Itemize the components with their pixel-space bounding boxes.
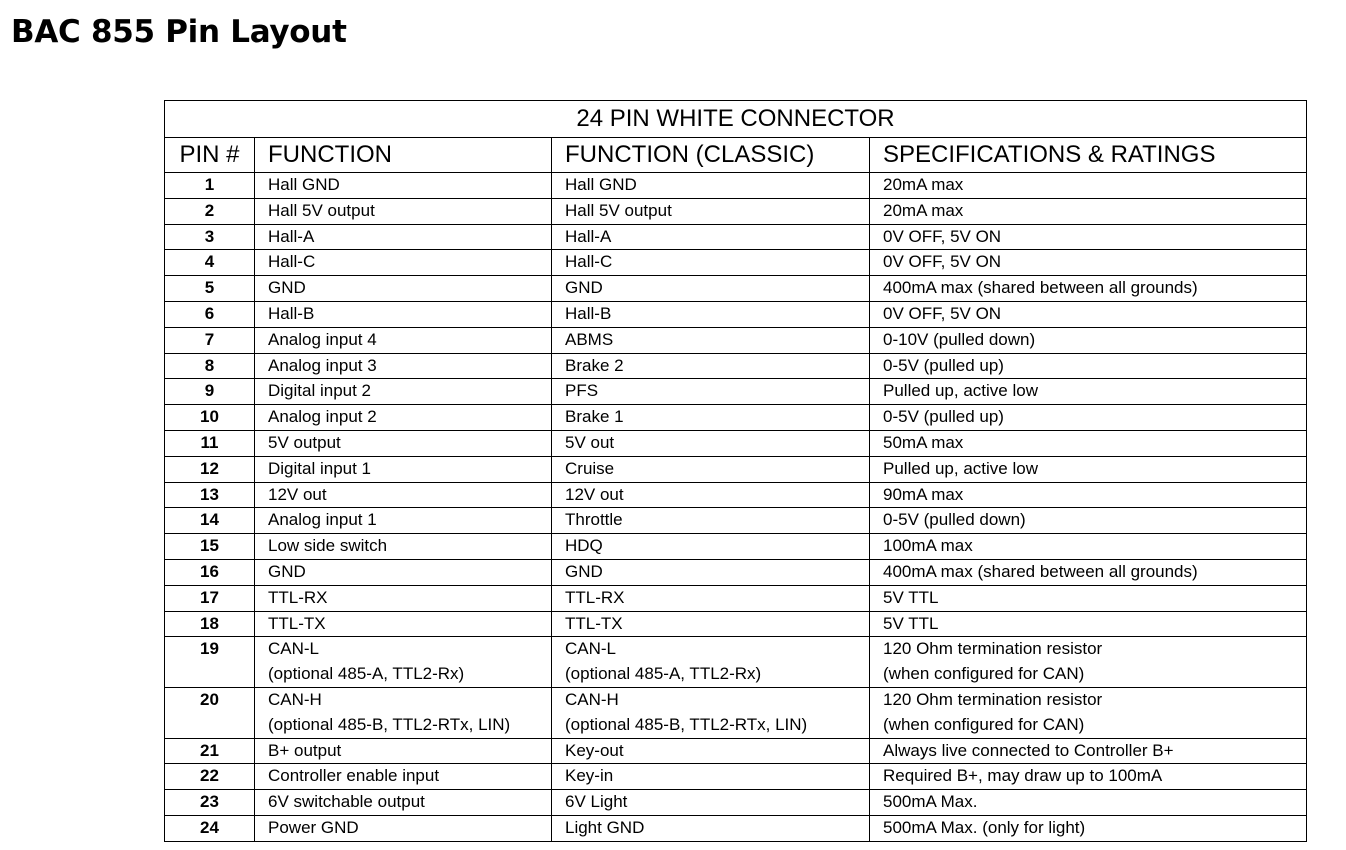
function-classic-cell-text: HDQ xyxy=(565,536,603,556)
function-cell-text: Hall-A xyxy=(268,226,315,246)
specification-cell-text: 20mA max xyxy=(883,175,964,194)
function-classic-cell xyxy=(552,764,870,790)
pin-number-cell-text: 21 xyxy=(200,740,219,760)
pin-number-cell-text: 11 xyxy=(200,432,219,452)
specification-cell-text: 0V OFF, 5V ON xyxy=(883,303,1002,323)
function-cell xyxy=(255,585,552,611)
function-classic-cell-text: Hall 5V output xyxy=(565,200,672,220)
function-cell-note: (optional 485-A, TTL2-Rx) xyxy=(268,664,465,684)
function-classic-cell xyxy=(552,405,870,431)
pin-number-cell xyxy=(165,456,255,482)
specification-cell-text: 0-10V (pulled down) xyxy=(883,329,1036,349)
function-classic-cell xyxy=(552,301,870,327)
specification-cell-text: 0-5V (pulled up) xyxy=(883,407,1004,427)
column-header-function-classic: FUNCTION (CLASSIC) xyxy=(552,138,870,173)
function-cell-text: Low side switch xyxy=(268,536,388,556)
specification-cell-text: Required B+, may draw up to 100mA xyxy=(883,766,1163,786)
function-classic-cell xyxy=(552,379,870,405)
specification-cell-text: 0-5V (pulled up) xyxy=(883,355,1004,375)
specification-cell xyxy=(870,405,1307,431)
specification-cell xyxy=(870,430,1307,456)
function-cell xyxy=(255,327,552,353)
table-row xyxy=(165,379,1307,405)
pin-number-cell xyxy=(165,250,255,276)
function-classic-cell-text: ABMS xyxy=(565,329,614,349)
pin-number-cell xyxy=(165,508,255,534)
function-cell xyxy=(255,250,552,276)
table-row xyxy=(165,815,1307,841)
function-classic-cell xyxy=(552,637,870,688)
specification-cell xyxy=(870,815,1307,841)
specification-cell xyxy=(870,508,1307,534)
function-cell xyxy=(255,687,552,738)
specification-cell-text: 5V TTL xyxy=(883,613,939,633)
function-classic-cell xyxy=(552,585,870,611)
function-cell xyxy=(255,353,552,379)
pin-number-cell-text: 13 xyxy=(200,484,219,504)
function-classic-cell xyxy=(552,738,870,764)
function-classic-cell-text: Hall-A xyxy=(565,226,612,246)
specification-cell xyxy=(870,276,1307,302)
function-cell xyxy=(255,276,552,302)
function-cell xyxy=(255,611,552,637)
specification-cell xyxy=(870,611,1307,637)
specification-cell xyxy=(870,559,1307,585)
function-cell xyxy=(255,198,552,224)
pin-number-cell xyxy=(165,764,255,790)
function-cell xyxy=(255,815,552,841)
specification-cell xyxy=(870,173,1307,199)
table-row xyxy=(165,585,1307,611)
function-cell-text: Digital input 1 xyxy=(268,458,372,478)
function-classic-cell xyxy=(552,559,870,585)
function-classic-cell-text: Brake 2 xyxy=(565,355,624,375)
pin-number-cell-text: 2 xyxy=(204,200,215,220)
function-classic-cell xyxy=(552,198,870,224)
function-classic-cell xyxy=(552,430,870,456)
function-classic-cell xyxy=(552,611,870,637)
pin-number-cell xyxy=(165,738,255,764)
function-classic-cell xyxy=(552,250,870,276)
pin-number-cell xyxy=(165,327,255,353)
pin-number-cell-text: 5 xyxy=(204,278,215,298)
function-classic-cell xyxy=(552,482,870,508)
function-classic-cell xyxy=(552,276,870,302)
table-row xyxy=(165,508,1307,534)
function-cell xyxy=(255,379,552,405)
specification-cell-text: 400mA max (shared between all grounds) xyxy=(883,278,1198,298)
column-header-pin: PIN # xyxy=(165,138,255,173)
function-classic-cell xyxy=(552,508,870,534)
pin-number-cell-text: 24 xyxy=(200,817,219,837)
function-classic-cell xyxy=(552,790,870,816)
function-cell-text: GND xyxy=(268,561,306,581)
function-classic-cell xyxy=(552,687,870,738)
specification-cell xyxy=(870,353,1307,379)
function-cell-text: TTL-TX xyxy=(268,613,326,633)
function-classic-cell-text: Hall-C xyxy=(565,252,613,272)
pin-number-cell xyxy=(165,276,255,302)
specification-cell-text: Always live connected to Controller B+ xyxy=(883,740,1174,760)
pin-number-cell xyxy=(165,482,255,508)
function-cell xyxy=(255,482,552,508)
pin-number-cell xyxy=(165,559,255,585)
pin-number-cell-text: 4 xyxy=(204,252,215,272)
specification-cell xyxy=(870,198,1307,224)
specification-cell-note: (when configured for CAN) xyxy=(883,714,1085,734)
specification-cell xyxy=(870,327,1307,353)
function-cell xyxy=(255,790,552,816)
function-classic-cell-text: CAN-L xyxy=(565,639,617,659)
table-caption: 24 PIN WHITE CONNECTOR xyxy=(165,101,1307,138)
specification-cell xyxy=(870,637,1307,688)
table-row xyxy=(165,173,1307,199)
pin-layout-table xyxy=(164,100,1307,842)
function-classic-cell-note: (optional 485-B, TTL2-RTx, LIN) xyxy=(565,714,808,734)
function-cell-text: B+ output xyxy=(268,740,342,760)
function-classic-cell-text: Brake 1 xyxy=(565,407,624,427)
specification-cell-text: 100mA max xyxy=(883,536,973,556)
table-row xyxy=(165,764,1307,790)
function-cell xyxy=(255,405,552,431)
table-row xyxy=(165,790,1307,816)
function-classic-cell-text: Cruise xyxy=(565,458,615,478)
table-row xyxy=(165,276,1307,302)
table-row xyxy=(165,430,1307,456)
pin-number-cell-text: 8 xyxy=(204,355,215,375)
pin-number-cell xyxy=(165,585,255,611)
pin-number-cell xyxy=(165,430,255,456)
pin-number-cell-text: 16 xyxy=(200,561,219,581)
function-cell xyxy=(255,224,552,250)
function-cell-text: Controller enable input xyxy=(268,766,440,786)
header-row xyxy=(165,138,1307,173)
pin-number-cell xyxy=(165,173,255,199)
pin-number-cell-text: 18 xyxy=(200,613,219,633)
table-row xyxy=(165,456,1307,482)
page-title: BAC 855 Pin Layout xyxy=(11,14,347,50)
function-cell xyxy=(255,430,552,456)
pin-number-cell-text: 3 xyxy=(204,226,215,246)
pin-number-cell-text: 19 xyxy=(200,639,219,659)
pin-number-cell xyxy=(165,198,255,224)
function-classic-cell-text: Light GND xyxy=(565,817,645,837)
function-classic-cell-text: Key-out xyxy=(565,740,624,760)
table-row xyxy=(165,250,1307,276)
function-cell-text: TTL-RX xyxy=(268,587,328,607)
function-classic-cell-text: TTL-TX xyxy=(565,613,623,633)
function-classic-cell-text: Throttle xyxy=(565,510,623,530)
specification-cell-text: 500mA Max. xyxy=(883,792,978,812)
pin-number-cell-text: 22 xyxy=(200,766,219,786)
pin-number-cell-text: 15 xyxy=(200,536,219,556)
function-classic-cell-note: (optional 485-A, TTL2-Rx) xyxy=(565,664,762,684)
specification-cell xyxy=(870,456,1307,482)
function-classic-cell xyxy=(552,224,870,250)
function-cell-text: Hall 5V output xyxy=(268,200,375,220)
function-cell xyxy=(255,637,552,688)
pin-number-cell xyxy=(165,405,255,431)
function-cell xyxy=(255,456,552,482)
specification-cell xyxy=(870,534,1307,560)
function-cell-text: CAN-H xyxy=(268,689,322,709)
table-row xyxy=(165,353,1307,379)
specification-cell-text: 0V OFF, 5V ON xyxy=(883,252,1002,272)
pin-number-cell-text: 7 xyxy=(204,329,215,349)
specification-cell xyxy=(870,738,1307,764)
function-cell-text: Hall GND xyxy=(268,175,340,194)
table-row xyxy=(165,738,1307,764)
pin-number-cell xyxy=(165,687,255,738)
function-cell xyxy=(255,534,552,560)
column-header-specifications: SPECIFICATIONS & RATINGS xyxy=(870,138,1307,173)
specification-cell-text: 400mA max (shared between all grounds) xyxy=(883,561,1198,581)
pin-number-cell xyxy=(165,379,255,405)
function-cell xyxy=(255,559,552,585)
pin-number-cell-text: 9 xyxy=(204,381,215,401)
specification-cell xyxy=(870,790,1307,816)
function-classic-cell-text: TTL-RX xyxy=(565,587,625,607)
table-row xyxy=(165,611,1307,637)
function-cell-text: Analog input 1 xyxy=(268,510,377,530)
function-cell-text: CAN-L xyxy=(268,639,320,659)
specification-cell-text: 20mA max xyxy=(883,200,964,220)
table-body xyxy=(165,173,1307,842)
specification-cell-text: 0-5V (pulled down) xyxy=(883,510,1026,530)
function-cell xyxy=(255,764,552,790)
pin-number-cell-text: 23 xyxy=(200,792,219,812)
function-cell-text: Digital input 2 xyxy=(268,381,372,401)
specification-cell-text: Pulled up, active low xyxy=(883,458,1038,478)
table-row xyxy=(165,687,1307,738)
pin-number-cell-text: 1 xyxy=(204,175,215,194)
pin-number-cell xyxy=(165,534,255,560)
pin-number-cell xyxy=(165,301,255,327)
specification-cell xyxy=(870,482,1307,508)
specification-cell-text: 90mA max xyxy=(883,484,964,504)
function-classic-cell-text: PFS xyxy=(565,381,599,401)
pin-number-cell-text: 12 xyxy=(200,458,219,478)
specification-cell xyxy=(870,585,1307,611)
specification-cell-note: (when configured for CAN) xyxy=(883,664,1085,684)
function-classic-cell xyxy=(552,327,870,353)
pin-number-cell-text: 6 xyxy=(204,303,215,323)
function-cell-text: 5V output xyxy=(268,432,341,452)
pin-number-cell xyxy=(165,353,255,379)
function-cell-text: 12V out xyxy=(268,484,327,504)
function-cell-text: Analog input 4 xyxy=(268,329,377,349)
pin-number-cell xyxy=(165,637,255,688)
function-classic-cell-text: Hall-B xyxy=(565,303,612,323)
function-cell-text: Power GND xyxy=(268,817,359,837)
function-cell xyxy=(255,173,552,199)
table-row xyxy=(165,224,1307,250)
table-row xyxy=(165,534,1307,560)
function-cell-text: Hall-C xyxy=(268,252,316,272)
function-classic-cell-text: GND xyxy=(565,278,603,298)
table-row xyxy=(165,198,1307,224)
pin-number-cell xyxy=(165,611,255,637)
specification-cell-text: 0V OFF, 5V ON xyxy=(883,226,1002,246)
function-cell-text: Hall-B xyxy=(268,303,315,323)
column-header-function: FUNCTION xyxy=(255,138,552,173)
table-row xyxy=(165,405,1307,431)
pin-number-cell xyxy=(165,815,255,841)
pin-number-cell-text: 20 xyxy=(200,689,219,709)
pin-number-cell-text: 17 xyxy=(200,587,219,607)
specification-cell-text: Pulled up, active low xyxy=(883,381,1038,401)
specification-cell xyxy=(870,250,1307,276)
pin-number-cell xyxy=(165,224,255,250)
function-cell-note: (optional 485-B, TTL2-RTx, LIN) xyxy=(268,714,511,734)
function-cell-text: Analog input 3 xyxy=(268,355,377,375)
pin-number-cell-text: 10 xyxy=(200,407,219,427)
function-classic-cell-text: Key-in xyxy=(565,766,614,786)
function-classic-cell xyxy=(552,456,870,482)
table-row xyxy=(165,327,1307,353)
table-row xyxy=(165,559,1307,585)
function-classic-cell xyxy=(552,815,870,841)
function-classic-cell xyxy=(552,173,870,199)
function-classic-cell xyxy=(552,353,870,379)
table-row xyxy=(165,482,1307,508)
function-classic-cell-text: CAN-H xyxy=(565,689,619,709)
function-cell-text: 6V switchable output xyxy=(268,792,425,812)
pin-number-cell xyxy=(165,790,255,816)
function-cell-text: GND xyxy=(268,278,306,298)
pin-number-cell-text: 14 xyxy=(200,510,219,530)
specification-cell-text: 500mA Max. (only for light) xyxy=(883,817,1086,837)
table-row xyxy=(165,301,1307,327)
table-row xyxy=(165,637,1307,688)
function-cell xyxy=(255,738,552,764)
function-classic-cell xyxy=(552,534,870,560)
specification-cell xyxy=(870,687,1307,738)
function-cell xyxy=(255,301,552,327)
function-classic-cell-text: 6V Light xyxy=(565,792,628,812)
function-classic-cell-text: Hall GND xyxy=(565,175,637,194)
function-cell xyxy=(255,508,552,534)
function-classic-cell-text: GND xyxy=(565,561,603,581)
specification-cell-text: 120 Ohm termination resistor xyxy=(883,689,1103,709)
specification-cell xyxy=(870,301,1307,327)
function-classic-cell-text: 12V out xyxy=(565,484,624,504)
specification-cell xyxy=(870,764,1307,790)
function-classic-cell-text: 5V out xyxy=(565,432,615,452)
function-cell-text: Analog input 2 xyxy=(268,407,377,427)
specification-cell-text: 5V TTL xyxy=(883,587,939,607)
specification-cell xyxy=(870,379,1307,405)
specification-cell-text: 120 Ohm termination resistor xyxy=(883,639,1103,659)
specification-cell-text: 50mA max xyxy=(883,432,964,452)
specification-cell xyxy=(870,224,1307,250)
